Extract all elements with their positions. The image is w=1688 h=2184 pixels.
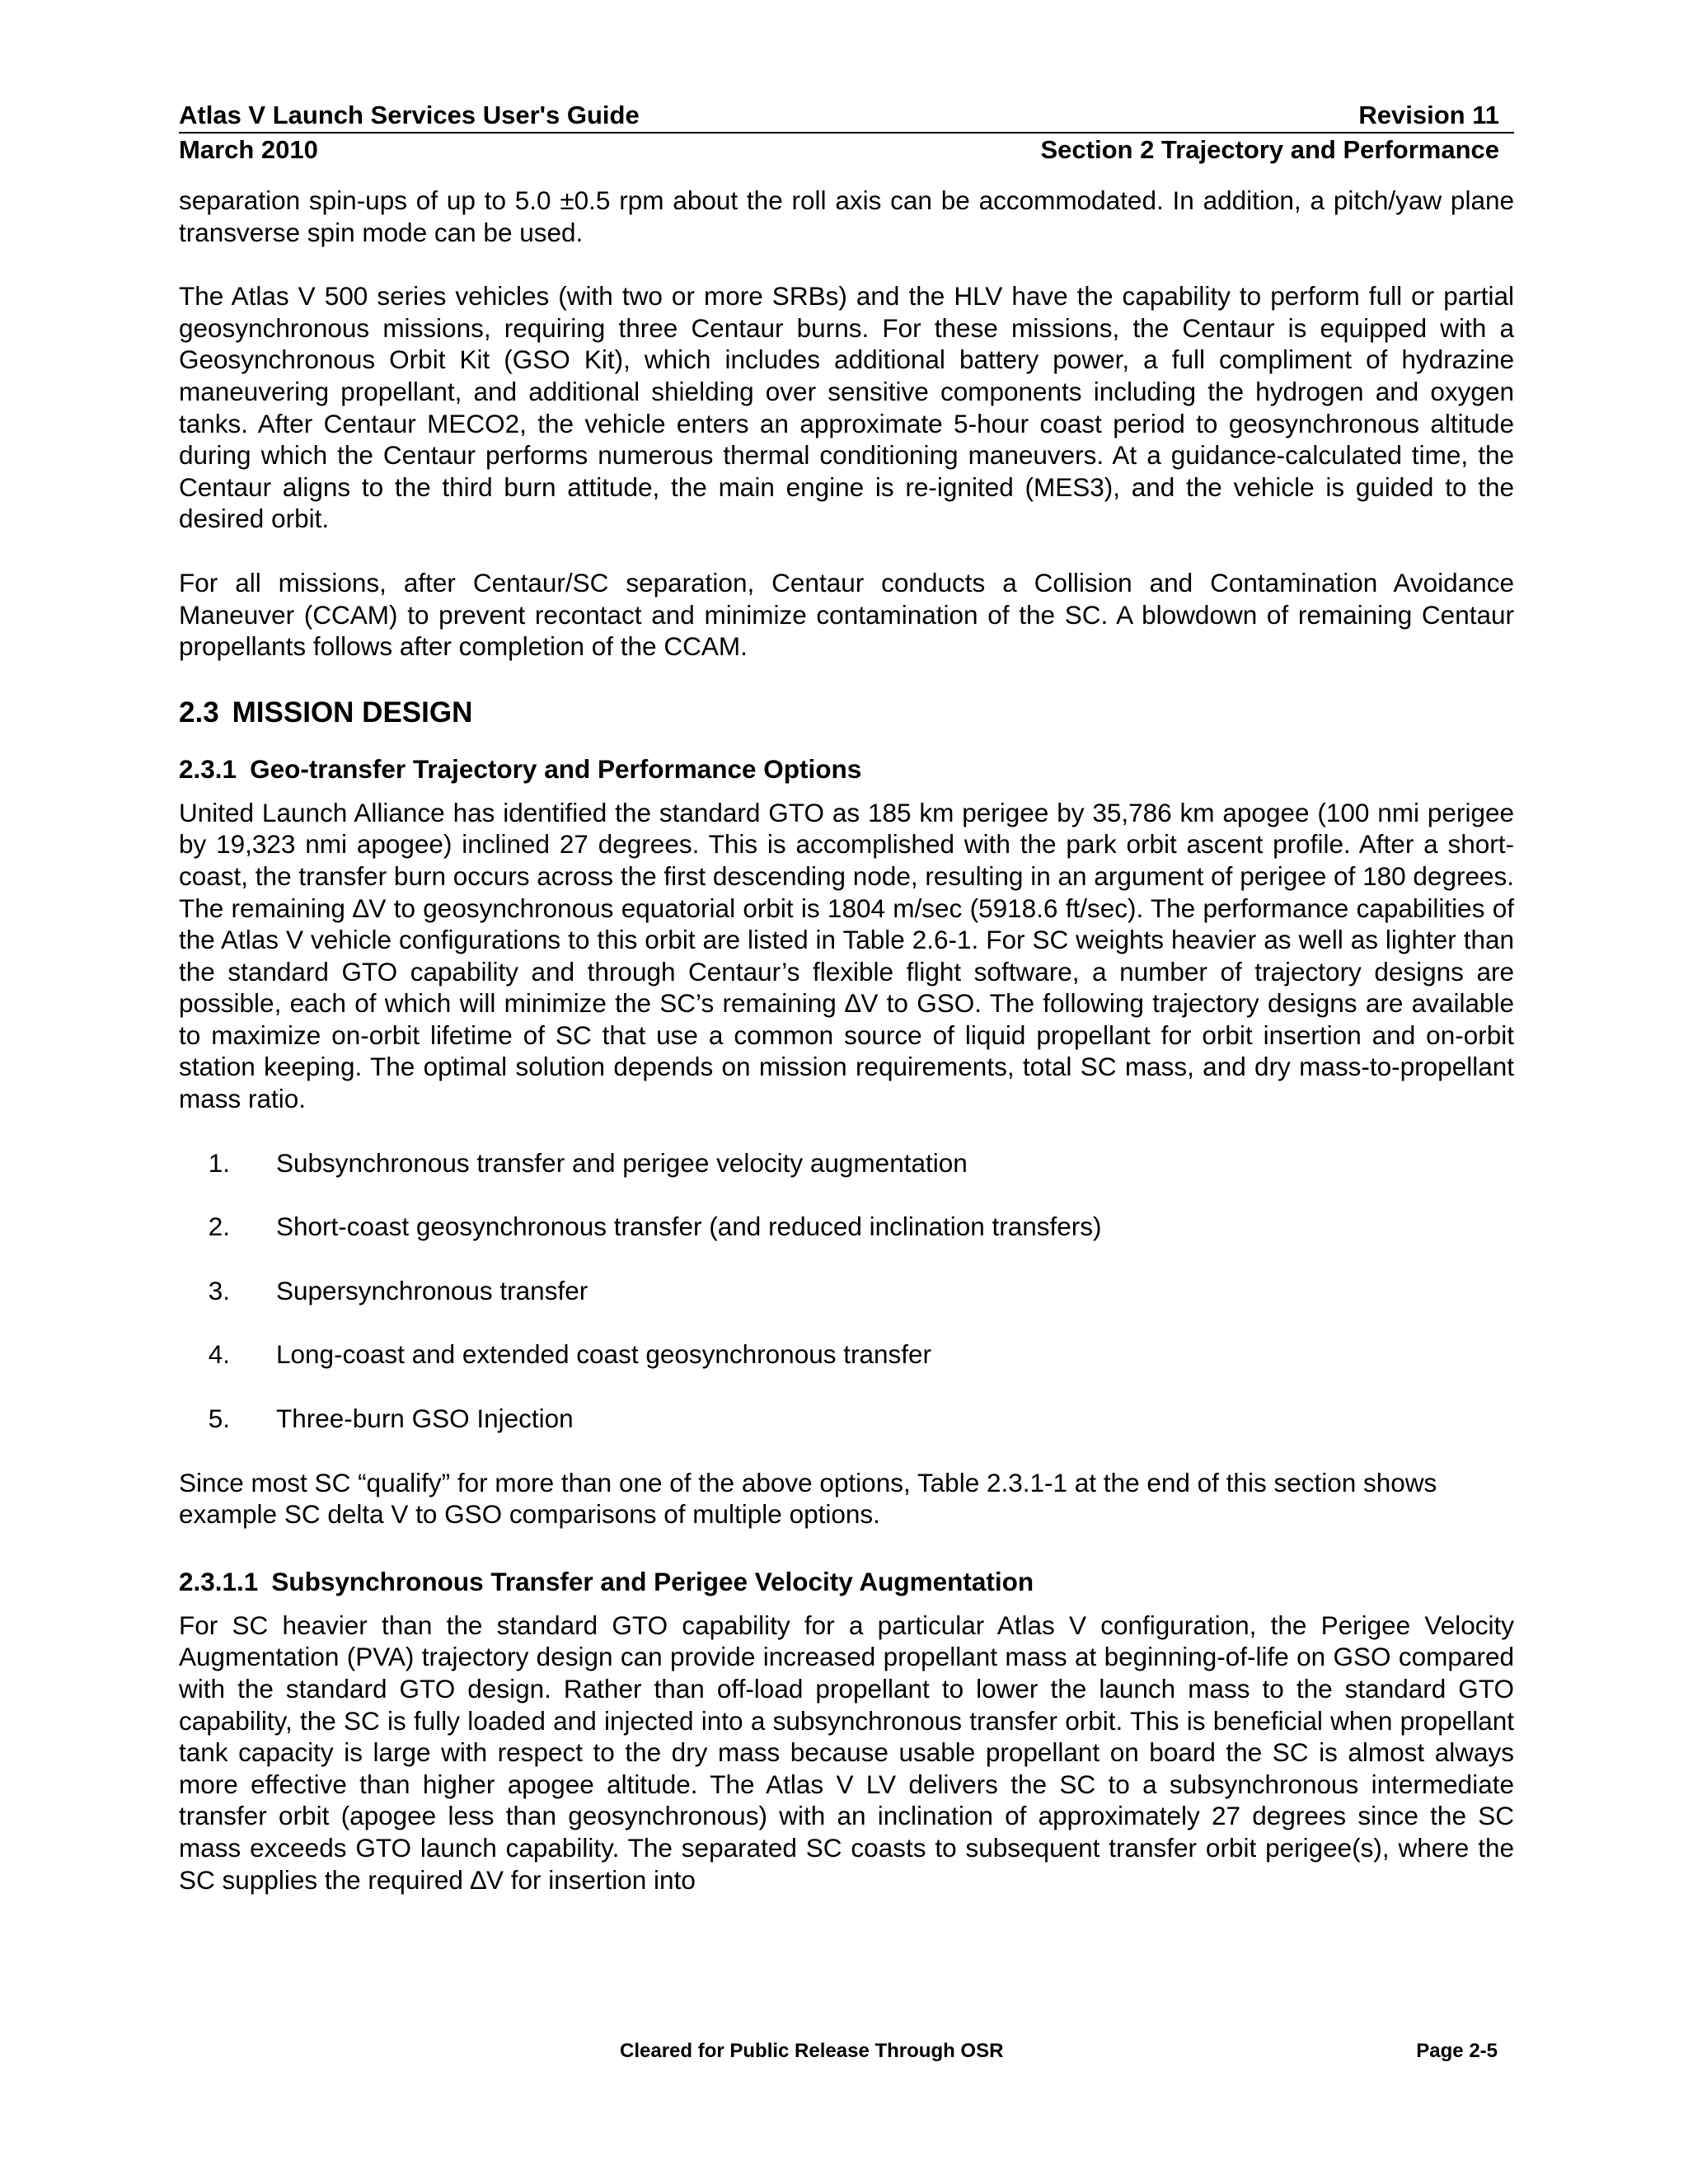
subsection-number: 2.3.1 bbox=[179, 753, 237, 784]
list-item bbox=[179, 1147, 1514, 1179]
document-page bbox=[179, 99, 1514, 1928]
list-item-text: Three-burn GSO Injection bbox=[276, 1404, 574, 1434]
section-number: 2.3 bbox=[179, 696, 219, 729]
list-item-number: 1. bbox=[208, 1147, 230, 1178]
list-item-number: 2. bbox=[208, 1212, 230, 1242]
revision-label: Revision 11 bbox=[1358, 101, 1499, 129]
release-statement: Cleared for Public Release Through OSR bbox=[620, 2040, 1004, 2062]
paragraph-table-reference: Since most SC “qualify” for more than one of the above options, Table 2.3.1-1 at the end of this section shows example SC delta V to GSO comparisons of multiple options. bbox=[179, 1467, 1437, 1530]
trajectory-options-list bbox=[179, 1147, 1514, 1435]
subsection-title: Subsynchronous Transfer and Perigee Velocity Augmentation bbox=[271, 1566, 1034, 1596]
list-item-number: 4. bbox=[208, 1339, 230, 1370]
paragraph-pva: For SC heavier than the standard GTO capability for a particular Atlas V configuration, the Perigee Velocity Augmentation (PVA) trajectory design can provide increased propellant mass at beginning-of-life on GSO compared with the standard GTO design. Rather than off-load propellant to lower the launch mass to the standard GTO capability, the SC is fully loaded and injected into a subsynchronous transfer orbit. This is beneficial when propellant tank capacity is large with respect to the dry mass because usable propellant on board the SC is almost always more effective than higher apogee altitude. The Atlas V LV delivers the SC to a subsynchronous intermediate transfer orbit (apogee less than geosynchronous) with an inclination of approximately 27 degrees since the SC mass exceeds GTO launch capability. The separated SC coasts to subsequent transfer orbit perigee(s), where the SC supplies the required ∆V for insertion into bbox=[179, 1610, 1514, 1895]
list-item bbox=[179, 1211, 1514, 1243]
paragraph-gso-kit: The Atlas V 500 series vehicles (with two or more SRBs) and the HLV have the capability to perform full or partial geosynchronous missions, requiring three Centaur burns. For these missions, the Centaur is equipped with a Geosynchronous Orbit Kit (GSO Kit), which includes additional battery power, a full compliment of hydrazine maneuvering propellant, and additional shielding over sensitive components including the hydrogen and oxygen tanks. After Centaur MECO2, the vehicle enters an approximate 5-hour coast period to geosynchronous altitude during which the Centaur performs numerous thermal conditioning maneuvers. At a guidance-calculated time, the Centaur aligns to the third burn attitude, the main engine is re-ignited (MES3), and the vehicle is guided to the desired orbit. bbox=[179, 281, 1514, 534]
subsection-number: 2.3.1.1 bbox=[179, 1566, 259, 1596]
section-label: Section 2 Trajectory and Performance bbox=[1040, 135, 1499, 164]
list-item-text: Long-coast and extended coast geosynchronous transfer bbox=[276, 1339, 932, 1370]
paragraph-spin: separation spin-ups of up to 5.0 ±0.5 rpm about the roll axis can be accommodated. In addition, a pitch/yaw plane transverse spin mode can be used. bbox=[179, 185, 1514, 247]
list-item-text: Subsynchronous transfer and perigee velocity augmentation bbox=[276, 1147, 968, 1178]
section-title: MISSION DESIGN bbox=[232, 696, 473, 729]
list-item bbox=[179, 1338, 1514, 1371]
page-header-bottom bbox=[179, 134, 1514, 166]
page-header-top bbox=[179, 99, 1514, 134]
document-body bbox=[179, 185, 1514, 1896]
subsection-heading-geo-transfer bbox=[179, 752, 1514, 785]
section-heading-mission-design bbox=[179, 695, 1514, 731]
list-item-text: Short-coast geosynchronous transfer (and reduced inclination transfers) bbox=[276, 1212, 1102, 1242]
list-item bbox=[179, 1403, 1514, 1435]
paragraph-standard-gto: United Launch Alliance has identified the standard GTO as 185 km perigee by 35,786 km apogee (100 nmi perigee by 19,323 nmi apogee) inclined 27 degrees. This is accomplished with the park orbit ascent profile. After a short-coast, the transfer burn occurs across the first descending node, resulting in an argument of perigee of 180 degrees. The remaining ∆V to geosynchronous equatorial orbit is 1804 m/sec (5918.6 ft/sec). The performance capabilities of the Atlas V vehicle configurations to this orbit are listed in Table 2.6-1. For SC weights heavier as well as lighter than the standard GTO capability and through Centaur’s flexible flight software, a number of trajectory designs are possible, each of which will minimize the SC’s remaining ∆V to GSO. The following trajectory designs are available to maximize on-orbit lifetime of SC that use a common source of liquid propellant for orbit insertion and on-orbit station keeping. The optimal solution depends on mission requirements, total SC mass, and dry mass-to-propellant mass ratio. bbox=[179, 797, 1514, 1114]
list-item-text: Supersynchronous transfer bbox=[276, 1275, 588, 1305]
subsection-heading-pva bbox=[179, 1565, 1514, 1598]
list-item-number: 5. bbox=[208, 1404, 230, 1434]
document-title: Atlas V Launch Services User's Guide bbox=[179, 101, 640, 129]
list-item-number: 3. bbox=[208, 1275, 230, 1305]
paragraph-ccam: For all missions, after Centaur/SC separation, Centaur conducts a Collision and Contamination Avoidance Maneuver (CCAM) to prevent recontact and minimize contamination of the SC. A blowdown of remaining Centaur propellants follows after completion of the CCAM. bbox=[179, 567, 1514, 662]
document-date: March 2010 bbox=[179, 135, 318, 164]
list-item bbox=[179, 1275, 1514, 1307]
subsection-title: Geo-transfer Trajectory and Performance Options bbox=[250, 753, 862, 784]
page-number: Page 2-5 bbox=[1416, 2040, 1498, 2062]
